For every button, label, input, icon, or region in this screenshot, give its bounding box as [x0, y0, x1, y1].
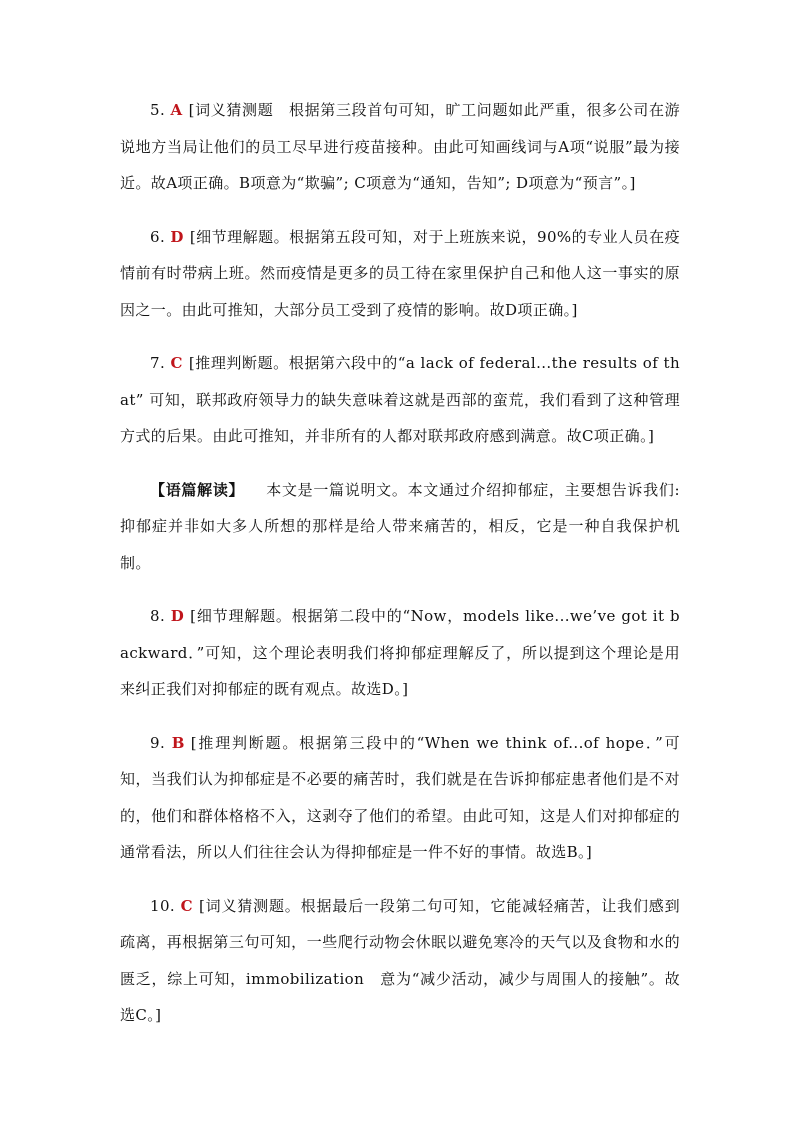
answer-letter: D	[170, 607, 185, 625]
answer-paragraph-5	[120, 92, 680, 202]
explanation-text: [推理判断题。根据第三段中的“When we think of...of hope．”可知，当我们认为抑郁症是不必要的痛苦时，我们就是在告诉抑郁症患者他们是不对的，他们和群体格格不入，这剥夺了他们的希望。由此可知，这是人们对抑郁症的通常看法，所以人们往往会认为得抑郁症是一件不好的事情。故选B。]	[120, 733, 680, 861]
answer-paragraph-9	[120, 725, 680, 871]
answer-document	[120, 92, 680, 1051]
question-number: 5.	[150, 101, 166, 119]
question-number: 9.	[150, 733, 166, 752]
explanation-text: [词义猜测题 根据第三段首句可知，旷工问题如此严重，很多公司在游说地方当局让他们的员工尽早进行疫苗接种。由此可知画线词与A项“说服”最为接近。故A项正确。B项意为“欺骗”; C项意为“通知，告知”; D项意为“预言”。]	[120, 101, 680, 192]
answer-letter: A	[170, 101, 183, 119]
answer-letter: D	[170, 227, 184, 246]
answer-letter: C	[170, 354, 183, 372]
answer-paragraph-6	[120, 219, 680, 329]
explanation-text: [推理判断题。根据第六段中的“a lack of federal...the results of that” 可知，联邦政府领导力的缺失意味着这就是西部的蛮荒，我们看到了这种管理方式的后果。由此可推知，并非所有的人都对联邦政府感到满意。故C项正确。]	[120, 354, 681, 445]
question-number: 7.	[150, 354, 166, 372]
question-number: 10.	[150, 896, 176, 915]
answer-letter: C	[180, 896, 193, 915]
explanation-text: [细节理解题。根据第五段可知，对于上班族来说，90%的专业人员在疫情前有时带病上班。然而疫情是更多的员工待在家里保护自己和他人这一事实的原因之一。由此可推知，大部分员工受到了疫情的影响。故D项正确。]	[120, 227, 680, 319]
answer-letter: B	[171, 733, 185, 752]
answer-paragraph-10	[120, 888, 680, 1034]
explanation-text: [词义猜测题。根据最后一段第二句可知，它能减轻痛苦，让我们感到疏离，再根据第三句可知，一些爬行动物会休眠以避免寒冷的天气以及食物和水的匮乏，综上可知，immobilization 意为“减少活动，减少与周围人的接触”。故选C。]	[120, 896, 680, 1024]
explanation-text: [细节理解题。根据第二段中的“Now，models like...we’ve got it backward．”可知，这个理论表明我们将抑郁症理解反了，所以提到这个理论是用来纠正我们对抑郁症的既有观点。故选D。]	[120, 607, 680, 698]
analysis-text: 本文是一篇说明文。本文通过介绍抑郁症，主要想告诉我们: 抑郁症并非如大多人所想的那样是给人带来痛苦的，相反，它是一种自我保护机制。	[120, 480, 680, 572]
answer-paragraph-8	[120, 598, 680, 708]
question-number: 8.	[150, 607, 166, 625]
question-number: 6.	[150, 227, 166, 246]
passage-analysis	[120, 472, 680, 582]
answer-paragraph-7	[120, 345, 680, 455]
section-tag: 【语篇解读】	[150, 480, 245, 499]
